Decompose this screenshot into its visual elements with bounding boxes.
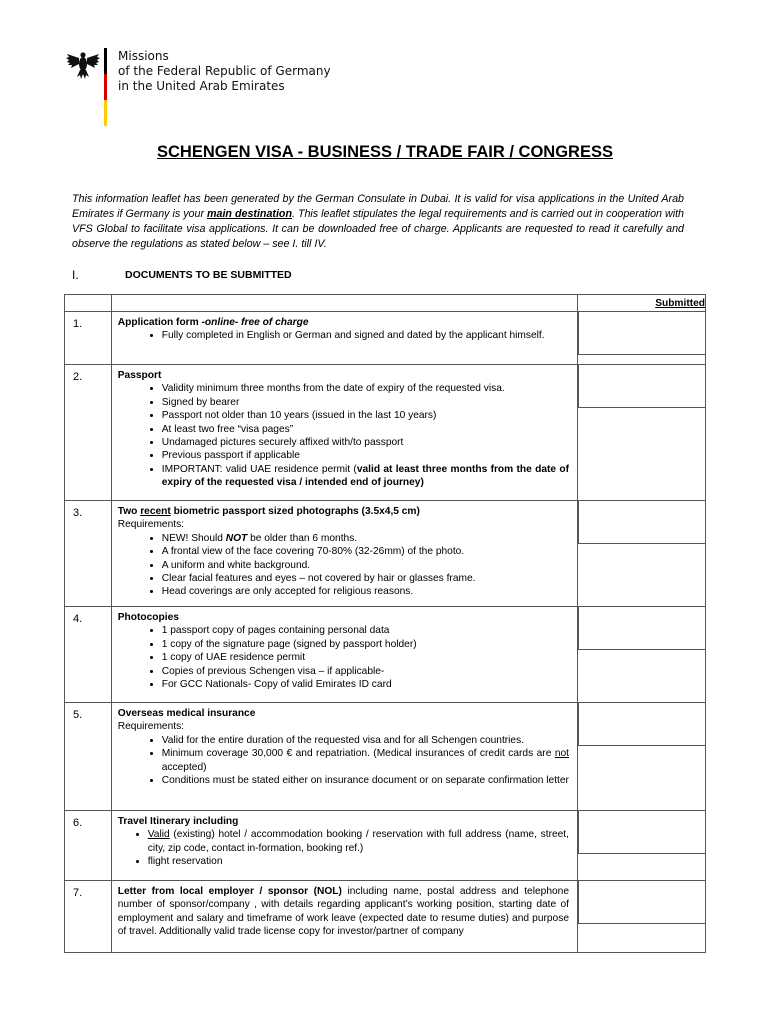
list-item: [162, 463, 569, 490]
item-title: Application form: [117, 317, 202, 328]
row-number: 5.: [65, 703, 112, 811]
row-number: 6.: [65, 811, 112, 881]
important-text: IMPORTANT: valid UAE residence permit (: [161, 463, 357, 475]
table-row: [65, 703, 706, 811]
row-number: 7.: [65, 881, 112, 953]
item-title: Letter from local employer / sponsor (NOL): [117, 886, 342, 897]
item-title: Travel Itinerary including: [117, 816, 239, 827]
list-item: • Copies of previous Schengen visa – if applicable-: [162, 665, 569, 678]
item-description: including name, postal address and telephone number of sponsor/company , with details regarding applicant’s working position, starting date of employment and salary and timeframe of work leave (expected date to resume duties) and purpose of travel. Additionally valid trade license copy for investor/partner of company: [117, 886, 569, 938]
list-item-part: Minimum coverage 30,000 € and repatriation. (Medical insurances of credit cards are: [161, 748, 555, 760]
row-content: [111, 501, 577, 607]
submitted-cell: [577, 501, 705, 607]
item-title-underlined: recent: [140, 506, 171, 517]
row-content: [111, 881, 577, 953]
requirements-label: Requirements:: [117, 519, 185, 531]
list-item-part: (existing) hotel / accommodation booking / reservation with full address (name, street, city, zip code, contact in-formation, booking ref.): [147, 829, 569, 854]
list-item-part: be older than 6 months.: [247, 532, 358, 544]
document-title: SCHENGEN VISA - BUSINESS / TRADE FAIR / CONGRESS: [157, 143, 613, 161]
list-item: [162, 532, 569, 545]
submitted-checkbox[interactable]: [578, 607, 705, 650]
item-title: Overseas medical insurance: [117, 708, 256, 719]
list-item: • A frontal view of the face covering 70-80% (32-26mm) of the photo.: [162, 545, 569, 558]
submitted-cell: [577, 881, 705, 953]
list-item: • Head coverings are only accepted for religious reasons.: [162, 585, 569, 598]
list-item: [162, 747, 569, 774]
list-item-part: accepted): [161, 761, 207, 773]
table-row: [65, 365, 706, 501]
list-item: [148, 828, 569, 855]
requirements-label: Requirements:: [117, 721, 185, 733]
submitted-cell: [577, 312, 705, 365]
row-content: [111, 811, 577, 881]
mission-name: [118, 49, 331, 94]
list-item: • flight reservation: [148, 855, 569, 868]
flag-stripe-gold: [104, 100, 107, 126]
item-title-italic: -online- free of charge: [201, 317, 309, 328]
submitted-checkbox[interactable]: [578, 365, 705, 408]
row-number: 1.: [65, 312, 112, 365]
list-item: • Conditions must be stated either on insurance document or on separate confirmation letter: [162, 774, 569, 787]
item-title-part: biometric passport sized photographs (3.5x4,5 cm): [170, 506, 420, 517]
table-row: [65, 881, 706, 953]
row-number: 2.: [65, 365, 112, 501]
list-item: • Fully completed in English or German and signed and dated by the applicant himself.: [162, 329, 569, 342]
list-item: • Undamaged pictures securely affixed with/to passport: [162, 436, 569, 449]
table-row: [65, 501, 706, 607]
row-number: 3.: [65, 501, 112, 607]
submitted-header: Submitted: [577, 295, 705, 312]
row-content: [111, 365, 577, 501]
submitted-cell: [577, 703, 705, 811]
list-item-underlined: not: [554, 748, 569, 760]
list-item: • For GCC Nationals- Copy of valid Emirates ID card: [162, 678, 569, 691]
submitted-checkbox[interactable]: [578, 501, 705, 544]
important-bold-text: valid at least three months from the date of expiry of the requested visa / intended end of journey): [161, 463, 569, 489]
list-item: • Validity minimum three months from the date of expiry of the requested visa.: [162, 382, 569, 395]
row-content: [111, 607, 577, 703]
list-item: • 1 passport copy of pages containing personal data: [162, 624, 569, 637]
list-item: • 1 copy of UAE residence permit: [162, 651, 569, 664]
list-item: • Clear facial features and eyes – not covered by hair or glasses frame.: [162, 572, 569, 585]
table-row: [65, 312, 706, 365]
list-item: • Passport not older than 10 years (issued in the last 10 years): [162, 409, 569, 422]
list-item: • Previous passport if applicable: [162, 449, 569, 462]
submitted-cell: [577, 811, 705, 881]
submitted-checkbox[interactable]: [578, 312, 705, 355]
submitted-checkbox[interactable]: [578, 811, 705, 854]
list-item-underlined: Valid: [147, 829, 170, 841]
row-content: [111, 703, 577, 811]
mission-line-2: of the Federal Republic of Germany: [118, 64, 331, 78]
submitted-checkbox[interactable]: [578, 703, 705, 746]
list-item-emphasis: NOT: [225, 532, 248, 544]
section-number: I.: [72, 268, 79, 282]
submitted-cell: [577, 607, 705, 703]
flag-bar: [104, 48, 107, 126]
list-item: • Valid for the entire duration of the requested visa and for all Schengen countries.: [162, 734, 569, 747]
mission-line-3: in the United Arab Emirates: [118, 79, 285, 93]
list-item: • A uniform and white background.: [162, 559, 569, 572]
item-title: Passport: [117, 370, 162, 381]
list-item-part: NEW! Should: [161, 532, 226, 544]
list-item: • 1 copy of the signature page (signed by passport holder): [162, 638, 569, 651]
item-title: Photocopies: [117, 612, 179, 623]
submitted-checkbox[interactable]: [578, 881, 705, 924]
row-content: [111, 312, 577, 365]
intro-paragraph: [72, 192, 684, 252]
list-item: • Signed by bearer: [162, 396, 569, 409]
table-row: [65, 811, 706, 881]
federal-eagle-logo: [66, 50, 100, 80]
intro-emphasis: main destination: [207, 208, 292, 220]
mission-line-1: Missions: [118, 49, 169, 63]
intro-part-1: This information leaflet has been generated by the German Consulate in Dubai. It is valid for visa applications in the United Arab Emirates if Germany is your: [72, 193, 684, 220]
submitted-cell: [577, 365, 705, 501]
table-header-row: [65, 295, 706, 312]
list-item: • At least two free “visa pages”: [162, 423, 569, 436]
table-row: [65, 607, 706, 703]
row-number: 4.: [65, 607, 112, 703]
documents-table: [64, 294, 706, 953]
item-title: [118, 506, 420, 517]
intro-part-2: . This leaflet stipulates the legal requirements and is carried out in cooperation with VFS Global to facilitate visa applications. It can be downloaded free of charge. Applicants are requested to read it carefully and observe the regulations as stated below – see I. till IV.: [72, 208, 684, 250]
flag-stripe-black: [104, 48, 107, 74]
section-title: DOCUMENTS TO BE SUBMITTED: [125, 269, 292, 281]
flag-stripe-red: [104, 74, 107, 100]
item-title-part: Two: [117, 506, 141, 517]
